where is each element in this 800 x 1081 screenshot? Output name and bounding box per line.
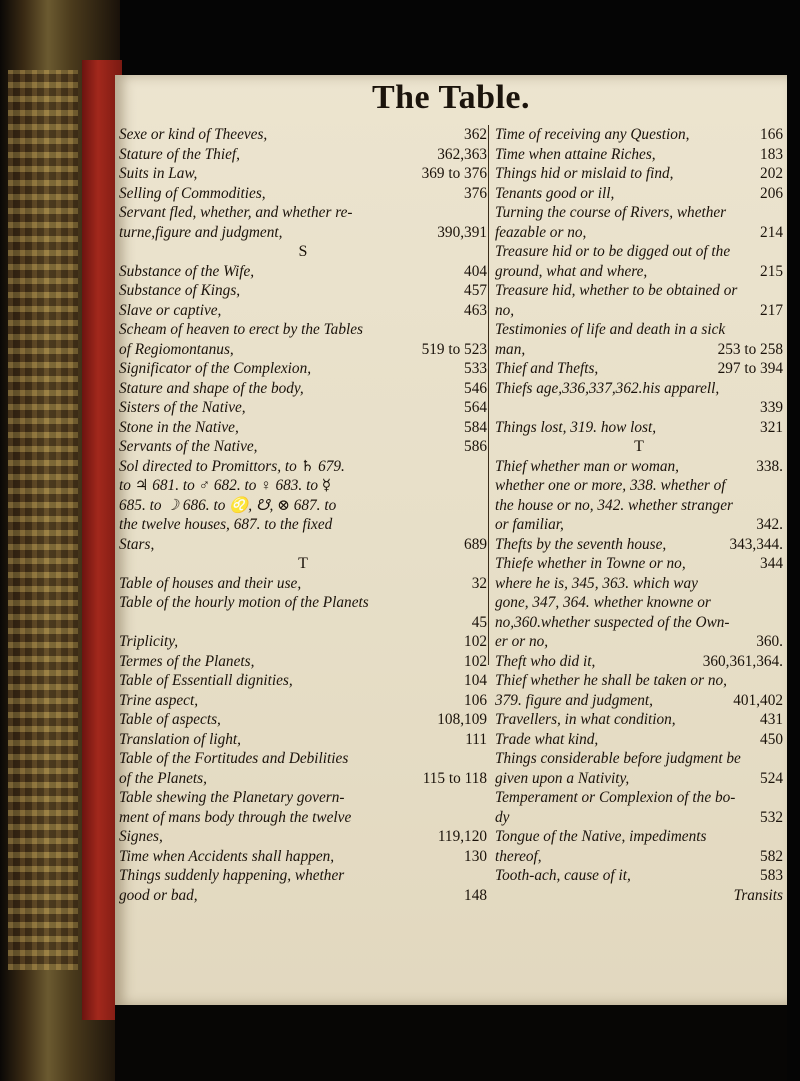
entry-page-number: 362 [464,126,487,143]
entry-text: Thief whether man or woman, [495,457,679,475]
entry-text: Things lost, 319. how lost, [495,418,657,436]
entry-page-number: 533 [464,360,487,377]
index-entry [495,359,783,379]
entry-page-number [479,808,487,828]
entry-page-number: 202 [760,165,783,182]
entry-page-number: 369 to 376 [421,165,487,182]
index-entry [495,886,783,906]
entry-text: Tooth-ach, cause of it, [495,867,631,884]
index-entry [495,730,783,750]
entry-page-number: 524 [760,769,783,787]
entry-text: Sisters of the Native, [119,399,246,416]
entry-page-number [479,320,487,340]
entry-text: Turning the course of Rivers, whether [495,204,727,221]
entry-text: Thiefe whether in Towne or no, [495,555,686,572]
entry-text: Things suddenly happening, whether [119,867,345,884]
index-entry [495,476,783,496]
index-entry [495,496,783,516]
entry-page-number [775,496,783,516]
entry-page-number: 102 [464,652,487,670]
index-entry [495,827,783,847]
index-entry [495,535,783,555]
index-entry [119,125,487,145]
index-entry [495,593,783,613]
entry-text: Scheam of heaven to erect by the Tables [119,321,363,338]
entry-text: or familiar, [495,516,564,533]
entry-text: Signes, [119,828,163,845]
entry-page-number: 376 [464,184,487,202]
entry-text: Things hid or mislaid to find, [495,165,674,182]
index-entry [495,749,783,769]
index-entry [119,847,487,867]
entry-page-number: 546 [464,379,487,397]
entry-text: Theft who did it, [495,652,596,670]
entry-page-number: 148 [464,886,487,904]
entry-text: gone, 347, 364. whether knowne or [495,594,711,611]
entry-text: man, [495,340,526,358]
index-entry [119,457,487,477]
entry-text: Sol directed to Promittors, to ♄ 679. [119,457,345,475]
entry-page-number: 108,109 [437,711,487,728]
entry-text [495,398,752,418]
entry-text: Stature of the Thief, [119,145,240,163]
entry-page-number [775,827,783,847]
index-entry [495,847,783,867]
entry-text: Temperament or Complexion of the bo- [495,789,736,806]
entry-text: thereof, [495,847,542,865]
entry-text: Sexe or kind of Theeves, [119,126,268,143]
entry-page-number: 115 to 118 [422,769,487,787]
entry-page-number: 564 [464,399,487,416]
entry-text: ground, what and where, [495,262,648,280]
index-entry [495,652,783,672]
book-page [115,75,787,1005]
index-entry [119,808,487,828]
entry-text: Time of receiving any Question, [495,126,690,143]
entry-page-number: 102 [464,633,487,650]
entry-page-number [775,379,783,399]
index-entry [495,164,783,184]
entry-text: Table of the hourly motion of the Planets [119,594,369,611]
entry-text: Trade what kind, [495,730,599,748]
entry-page-number: 401,402 [733,691,783,709]
entry-text [119,613,464,633]
entry-text: given upon a Nativity, [495,769,630,787]
entry-text: Travellers, in what condition, [495,711,676,728]
entry-page-number: 106 [464,691,487,709]
entry-page-number: 532 [760,808,783,826]
index-entry [119,613,487,633]
entry-text: Servant fled, whether, and whether re- [119,204,353,221]
entry-text: Tongue of the Native, impediments [495,828,707,845]
entry-page-number: 183 [760,145,783,163]
entry-page-number [775,574,783,594]
index-entry [495,574,783,594]
left-column [119,125,487,905]
entry-page-number [775,320,783,340]
index-entry [495,223,783,243]
entry-text: Treasure hid, whether to be obtained or [495,282,738,299]
index-entry [119,437,487,457]
entry-text: Triplicity, [119,633,179,650]
entry-text: Table of aspects, [119,711,221,728]
entry-text: Thefts by the seventh house, [495,535,667,553]
entry-text: whether one or more, 338. whether of [495,477,726,494]
index-entry [495,769,783,789]
index-entry [119,827,487,847]
entry-text: to ♃ 681. to ♂ 682. to ♀ 683. to ☿ [119,477,332,494]
entry-text: Selling of Commodities, [119,184,266,202]
entry-page-number: 582 [760,847,783,865]
index-entry [495,262,783,282]
entry-page-number: 111 [465,730,487,748]
entry-text: Suits in Law, [119,165,198,182]
index-entry [119,535,487,555]
index-entry [495,457,783,477]
entry-text: no,360.whether suspected of the Own- [495,613,730,631]
entry-text: Trine aspect, [119,691,199,709]
index-entry [119,262,487,282]
entry-text [495,886,726,906]
index-entry [119,652,487,672]
index-entry [495,379,783,399]
entry-text: Table of the Fortitudes and Debilities [119,750,349,767]
section-letter: T [298,555,308,572]
index-entry [119,320,487,340]
index-entry [119,574,487,594]
entry-text: Thief and Thefts, [495,360,599,377]
entry-page-number: 457 [464,282,487,299]
entry-page-number: 344 [760,555,783,572]
index-entry [119,379,487,399]
entry-text: feazable or no, [495,223,587,241]
index-entry [119,515,487,535]
index-entry [495,125,783,145]
index-entry [495,301,783,321]
entry-text: dy [495,808,510,826]
entry-page-number: 104 [464,672,487,689]
entry-page-number: 343,344. [729,535,783,553]
entry-page-number: 339 [760,399,783,416]
index-entry [119,398,487,418]
entry-page-number: 450 [760,730,783,748]
entry-text: Table of houses and their use, [119,574,302,592]
entry-page-number [479,476,487,496]
column-divider [488,125,489,665]
section-letter: T [634,438,644,455]
index-entry [495,398,783,418]
entry-text: Testimonies of life and death in a sick [495,321,726,338]
entry-page-number [479,593,487,613]
entry-text: the twelve houses, 687. to the fixed [119,516,333,533]
entry-text: Substance of Kings, [119,282,241,299]
entry-page-number: 119,120 [437,828,487,845]
index-entry [495,691,783,711]
entry-page-number: 130 [464,847,487,865]
entry-page-number [775,476,783,496]
index-entry [495,554,783,574]
index-entry [495,184,783,204]
entry-text: Thiefs age,336,337,362.his apparell, [495,379,720,397]
entry-page-number: 404 [464,262,487,280]
entry-page-number [775,593,783,613]
index-entry [119,359,487,379]
entry-page-number: 431 [760,711,783,728]
entry-text: good or bad, [119,886,198,904]
index-entry [119,593,487,613]
right-column [495,125,783,905]
index-entry [495,320,783,340]
entry-page-number: 463 [464,301,487,319]
index-entry [119,710,487,730]
entry-text: Stone in the Native, [119,418,239,436]
index-entry [119,476,487,496]
entry-page-number [775,788,783,808]
index-entry [495,613,783,633]
entry-text: Table of Essentiall dignities, [119,672,293,689]
index-entry [495,242,783,262]
entry-page-number [479,203,487,223]
entry-page-number [479,749,487,769]
entry-page-number [479,866,487,886]
bottom-shadow [115,1005,787,1081]
index-entry [495,866,783,886]
entry-page-number [775,613,783,633]
index-entry [119,203,487,223]
entry-text: er or no, [495,633,549,650]
spine-ornament [8,70,78,970]
index-entry [495,788,783,808]
index-entry [119,730,487,750]
entry-text: ment of mans body through the twelve [119,808,352,826]
entry-text: Slave or captive, [119,301,222,319]
index-entry [495,418,783,438]
entry-page-number: 215 [760,262,783,280]
index-entry [119,496,487,516]
index-entry [119,886,487,906]
entry-text: Tenants good or ill, [495,184,615,202]
entry-text: Translation of light, [119,730,241,748]
entry-page-number [479,788,487,808]
index-entry [119,223,487,243]
entry-page-number [479,496,487,516]
entry-page-number: 214 [760,223,783,241]
entry-text: Table shewing the Planetary govern- [119,789,345,806]
index-entry [119,184,487,204]
entry-page-number: 689 [464,535,487,553]
entry-text: turne,figure and judgment, [119,223,283,241]
index-entry [119,691,487,711]
entry-page-number [479,515,487,535]
entry-page-number [775,749,783,769]
index-entry [495,710,783,730]
section-letter: S [298,243,308,260]
index-entry [495,281,783,301]
entry-text: the house or no, 342. whether stranger [495,496,733,514]
entry-page-number: 584 [464,418,487,436]
index-entry [495,515,783,535]
entry-text: Significator of the Complexion, [119,360,312,377]
index-entry [119,418,487,438]
entry-page-number: 338. [756,457,783,475]
entry-text: Treasure hid or to be digged out of the [495,243,731,260]
entry-text: of Regiomontanus, [119,340,234,358]
page-title: The Table. [371,79,531,116]
entry-page-number [479,457,487,477]
entry-text: Termes of the Planets, [119,652,255,670]
entry-page-number: 206 [760,184,783,202]
entry-page-number: 360,361,364. [702,652,783,670]
index-entry [495,145,783,165]
index-entry [119,301,487,321]
entry-text: Time when attaine Riches, [495,145,656,163]
index-entry [119,281,487,301]
entry-text: Substance of the Wife, [119,262,255,280]
entry-text: Thief whether he shall be taken or no, [495,672,727,689]
index-entry [119,164,487,184]
entry-page-number: 297 to 394 [717,360,783,377]
entry-text: Servants of the Native, [119,438,258,455]
entry-page-number: 390,391 [437,223,487,241]
entry-page-number: 32 [471,574,487,592]
entry-text: Time when Accidents shall happen, [119,847,335,865]
index-entry [495,808,783,828]
index-entry [119,769,487,789]
entry-text: Stature and shape of the body, [119,379,304,397]
entry-page-number: 217 [760,301,783,319]
entry-text: Stars, [119,535,155,553]
entry-text: where he is, 345, 363. which way [495,574,698,592]
index-entry [495,203,783,223]
entry-page-number [775,281,783,301]
index-entry [119,340,487,360]
entry-page-number: 362,363 [437,145,487,163]
index-entry [495,632,783,652]
entry-page-number [775,203,783,223]
entry-text: of the Planets, [119,769,207,787]
entry-page-number: 586 [464,438,487,455]
entry-page-number [775,242,783,262]
index-entry [495,671,783,691]
entry-text: no, [495,301,515,319]
entry-page-number: 321 [760,418,783,436]
entry-page-number: 583 [760,867,783,884]
entry-page-number: Transits [733,886,783,904]
entry-page-number: 166 [760,126,783,143]
entry-page-number: 519 to 523 [421,340,487,358]
index-entry [119,145,487,165]
entry-page-number: 253 to 258 [717,340,783,358]
entry-page-number [775,671,783,691]
entry-text: Things considerable before judgment be [495,750,741,767]
index-entry [119,671,487,691]
index-entry [119,788,487,808]
entry-page-number: 342. [756,516,783,533]
index-entry [119,632,487,652]
entry-page-number: 45 [471,613,487,631]
index-entry [119,866,487,886]
entry-text: 379. figure and judgment, [495,691,653,709]
index-entry [495,340,783,360]
entry-text: 685. to ☽ 686. to ♌, ☋, ⊗ 687. to [119,496,337,514]
entry-page-number: 360. [756,633,783,650]
index-entry [119,749,487,769]
